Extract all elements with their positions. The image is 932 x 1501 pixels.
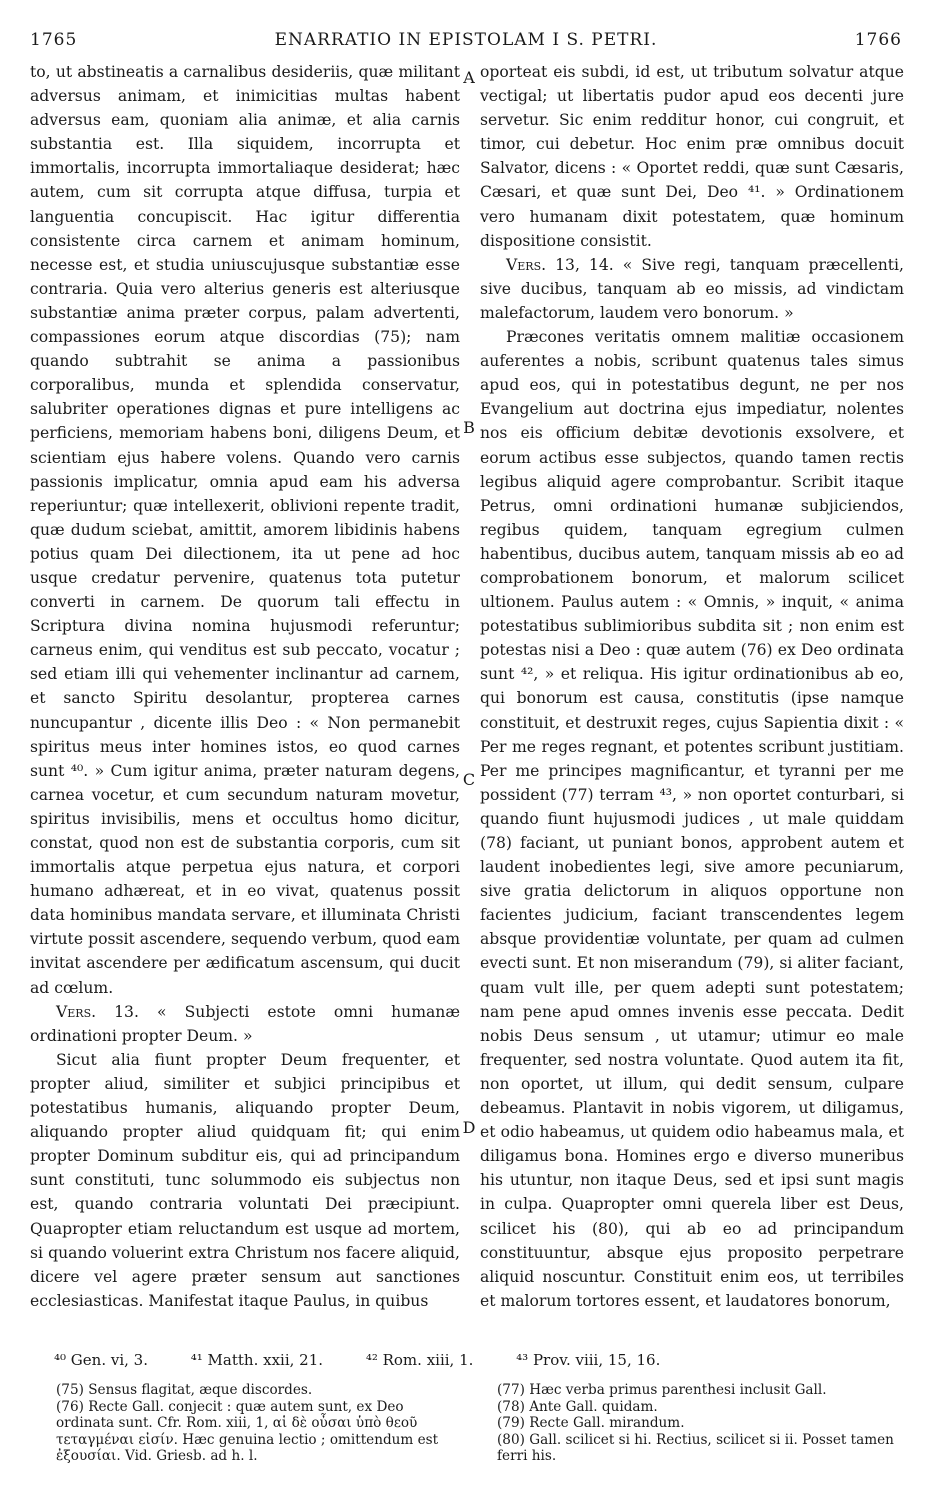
footnotes-right xyxy=(497,1382,907,1465)
scripture-references xyxy=(54,1351,904,1369)
margin-letter-c: C xyxy=(462,770,476,789)
verse-label: Vers. 13, 14. xyxy=(506,255,614,274)
verse-label: Vers. 13. xyxy=(56,1002,139,1021)
footnote: (77) Hæc verba primus parenthesi inclusit Gall. xyxy=(497,1382,827,1398)
right-verse-heading xyxy=(480,253,904,325)
scripture-ref: ⁴¹ Matth. xxii, 21. xyxy=(190,1351,324,1369)
page-header xyxy=(30,30,902,58)
left-column xyxy=(30,60,460,1313)
footnotes-left xyxy=(56,1382,461,1465)
scripture-ref: ⁴³ Prov. viii, 15, 16. xyxy=(516,1351,661,1369)
verse-text: « Subjecti estote omni humanæ ordinationi propter Deum. » xyxy=(30,1002,460,1045)
footnote: (78) Ante Gall. quidam. xyxy=(497,1398,658,1415)
right-paragraph-1: oporteat eis subdi, id est, ut tributum solvatur atque vectigal; ut libertatis pudor apud eos decenti jure servetur. Sic enim redditur honor, cui congruit, et timor, cui debetur. Hoc enim præ omnibus docuit Salvator, dicens : « Oportet reddi, quæ sunt Cæsaris, Cæsari, et quæ sunt Dei, Deo ⁴¹. » Ordinationem vero humanam dixit potestatem, quæ hominum dispositione consistit. xyxy=(480,63,904,250)
left-paragraph-1: to, ut abstineatis a carnalibus desideriis, quæ militant adversus animam, et inimicitias multas habent adversus eam, quoniam alia animæ, et alia carnis substantia est. Illa siquidem, incorrupta et immortalis, incorrupta immortaliaque desiderat; hæc autem, cum sit corrupta atque diffusa, turpia et languentia concupiscit. Hac igitur differentia consistente circa carnem et animam hominum, necesse est, et studia uniuscujusque substantiæ esse contraria. Quia vero alterius generis est alteriusque substantiæ anima præter corpus, palam advertenti, compassiones eorum atque discordias (75); nam quando subtrahit se anima a passionibus corporalibus, munda et splendida conservatur, salubriter operationes dignas et pure intelligens ac perficiens, memoriam habens boni, diligens Deum, et scientiam ejus habere volens. Quando vero carnis passionis implicatur, omnia apud eam his adversa reperiuntur; quæ intellexerit, oblivioni repente tradit, quæ dudum sciebat, amittit, amorem libidinis habens potius quam Dei dilectionem, ita ut pene ad hoc usque credatur pervenire, quatenus tota putetur converti in carnem. De quorum tali effectu in Scriptura divina nomina hujusmodi referuntur; carneus enim, qui venditus est sub peccato, vocatur ; sed etiam illi qui vehementer inclinantur ad carnem, et sancto Spiritu desolantur, propterea carnes nuncupantur , dicente illis Deo : « Non permanebit spiritus meus inter homines istos, eo quod carnes sunt ⁴⁰. » Cum igitur anima, præter naturam degens, carnea vocetur, et cum secundum naturam movetur, spiritus invisibilis, mens et occultus homo dicitur, constat, quod non est de substantia corporis, cum sit immortalis atque perpetua ejus natura, et corpori humano adhæreat, et in eo vivat, quatenus possit data hominibus mandata servare, et illuminata Christi virtute possit ascendere, sequendo verbum, quod eam invitat ascendere per ædificatum ascensum, qui ducit ad cœlum. xyxy=(30,63,460,997)
right-paragraph-2: Præcones veritatis omnem malitiæ occasionem auferentes a nobis, scribunt quatenus tales simus apud eos, qui in potestatibus degunt, ne per nos Evangelium aut doctrina ejus impediatur, nolentes nos eis officium debitæ devotionis exsolvere, et eorum actibus esse subjectos, quando tamen rectis legibus aliquid agere comprobantur. Scribit itaque Petrus, omni ordinationi humanæ subjiciendos, regibus quidem, tanquam egregium culmen habentibus, ducibus autem, tanquam missis ab eo ad comprobationem bonorum, et malorum scilicet ultionem. Paulus autem : « Omnis, » inquit, « anima potestatibus sublimioribus subdita sit ; non enim est potestas nisi a Deo : quæ autem (76) ex Deo ordinata sunt ⁴², » et reliqua. His igitur ordinationibus ab eo, qui bonorum est causa, constitutis (ipse namque constituit, et destruxit reges, cujus Sapientia dixit : « Per me reges regnant, et potentes scribunt justitiam. Per me principes magnificantur, et tyranni per me possident (77) terram ⁴³, » non oportet conturbari, si quando fiunt hujusmodi judices , ut male quiddam (78) faciant, ut puniant bonos, approbent autem et laudent inobedientes legi, sive amore pecuniarum, sive gratia delictorum in aliquos opportune non facientes judicium, faciant transcendentes legem absque providentiæ voluntate, per quam ad culmen evecti sunt. Et non miserandum (79), si aliter faciant, quam vult ille, per quem adepti sunt potestatem; nam pene apud omnes invenis esse peccata. Dedit nobis Deus sensum , ut utamur; utimur eo male frequenter, sed nostra voluntate. Quod autem ita fit, non oportet, ut illum, qui dedit sensum, culpare debeamus. Plantavit in nobis vigorem, ut diligamus, et odio habeamus, ut quidem odio habeamus mala, et diligamus bona. Homines ergo e diverso muneribus his utuntur, non itaque Deus, sed et ipsi sunt magis in culpa. Quapropter omni querela liber est Deus, scilicet his (80), qui ab eo ad principandum constituuntur, absque ejus proposito perpetrare aliquid noscuntur. Constituit enim eos, ut terribiles et malorum tortores essent, et laudatores bonorum, xyxy=(480,328,904,1310)
page-number-right: 1766 xyxy=(854,30,902,50)
scripture-ref: ⁴² Rom. xiii, 1. xyxy=(365,1351,474,1369)
left-paragraph-2: Sicut alia fiunt propter Deum frequenter, et propter aliud, similiter et subjici principibus et potestatibus humanis, aliquando propter Deum, aliquando propter aliud quidquam fit; qui enim propter Dominum subditur eis, qui ad principandum sunt constituti, tunc solummodo eis subjectus non est, quando contraria voluntati Dei præcipiunt. Quapropter etiam reluctandum est usque ad mortem, si quando voluerint extra Christum nos facere aliquid, dicere vel agere præter sensum aut sanctiones ecclesiasticas. Manifestat itaque Paulus, in quibus xyxy=(30,1050,460,1310)
margin-letter-b: B xyxy=(463,418,475,437)
right-column xyxy=(480,60,904,1313)
running-title: ENARRATIO IN EPISTOLAM I S. PETRI. xyxy=(274,30,658,50)
page-number-left: 1765 xyxy=(30,30,78,50)
verse-text: « Sive regi, tanquam præcellenti, sive ducibus, tanquam ab eo missis, ad vindictam malefactorum, laudem vero bonorum. » xyxy=(480,255,904,322)
scripture-ref: ⁴⁰ Gen. vi, 3. xyxy=(54,1351,148,1369)
footnote: (79) Recte Gall. mirandum. xyxy=(497,1415,685,1432)
margin-letter-d: D xyxy=(462,1118,476,1137)
left-verse-heading xyxy=(30,1000,460,1048)
footnote: (76) Recte Gall. conjecit : quæ autem sunt, ex Deo ordinata sunt. Cfr. Rom. xiii, 1, αἱ δὲ οὖσαι ὑπὸ θεοῦ τεταγμέναι εἰσίν. Hæc genuina lectio ; omittendum est ἐξουσίαι. Vid. Griesb. ad h. l. xyxy=(56,1398,439,1465)
margin-letter-a: A xyxy=(463,68,475,87)
footnote: (80) Gall. scilicet si hi. Rectius, scilicet si ii. Posset tamen ferri his. xyxy=(497,1431,894,1465)
footnote: (75) Sensus flagitat, æque discordes. xyxy=(56,1382,313,1398)
